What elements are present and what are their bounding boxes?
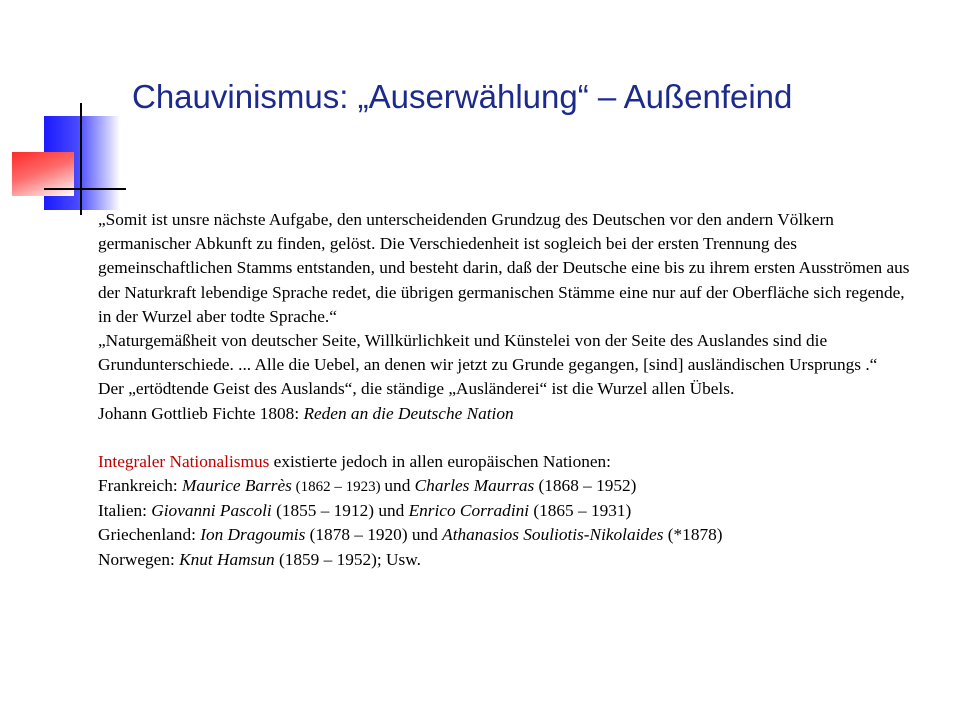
horizontal-rule (44, 188, 126, 190)
country-greece (98, 523, 918, 547)
country-label: Norwegen: (98, 549, 180, 569)
title-main: Chauvinismus: „Auserwählung“ (132, 78, 589, 115)
country-label: Italien: (98, 501, 152, 521)
title-tail: Außenfeind (623, 78, 793, 115)
source-line (98, 402, 918, 426)
person-years: (1878 – 1920) (305, 525, 412, 545)
person-years: (1859 – 1952); Usw. (274, 549, 421, 569)
quote-1: „Somit ist unsre nächste Aufgabe, den unterscheidenden Grundzug des Deutschen vor den andern Völkern germanischer Abkunft zu finden, gelöst. Die Verschiedenheit ist sogleich bei der ersten Trennung des gemeinschaftlichen Stamms entstanden, und besteht darin, daß der Deutsche eine bis zu ihrem ersten Ausströmen aus der Naturkraft lebendige Sprache redet, die übrigen germanischen Stämme eine nur auf der Oberfläche sich regende, in der Wurzel aber todte Sprache.“ (98, 210, 910, 326)
quote-2: „Naturgemäßheit von deutscher Seite, Willkürlichkeit und Künstelei von der Seite des Auslandes sind die Grundunterschiede. ... Alle die Uebel, an denen wir jetzt zu Grunde gegangen, [sind] ausländischen Ursprungs .“ (98, 331, 878, 375)
person-years: (1868 – 1952) (534, 476, 637, 496)
country-norway (98, 548, 918, 572)
person-name: Charles Maurras (414, 476, 535, 496)
corner-decoration (0, 0, 140, 220)
title-dash: – (597, 78, 617, 115)
person-name: Giovanni Pascoli (151, 501, 272, 521)
person-name: Ion Dragoumis (200, 525, 306, 545)
quote-3: Der „ertödtende Geist des Auslands“, die ständige „Ausländerei“ ist die Wurzel allen Übels. (98, 379, 735, 399)
person-years: (*1878) (663, 525, 723, 545)
integral-term: Integraler Nationalismus (98, 451, 270, 471)
person-name: Maurice Barrès (181, 476, 292, 496)
conjunction: und (384, 476, 415, 496)
person-name: Knut Hamsun (179, 549, 275, 569)
person-years: (1862 – 1923) (291, 479, 385, 496)
country-label: Frankreich: (98, 476, 182, 496)
source-author: Johann Gottlieb Fichte 1808: (98, 403, 304, 423)
person-name: Athanasios Souliotis-Nikolaides (442, 525, 664, 545)
paragraph-gap (98, 426, 918, 450)
country-france (98, 474, 918, 499)
country-italy (98, 499, 918, 523)
slide-title (132, 78, 792, 116)
person-years: (1855 – 1912) (271, 501, 379, 521)
country-label: Griechenland: (98, 525, 201, 545)
person-name: Enrico Corradini (408, 501, 530, 521)
person-years: (1865 – 1931) (529, 501, 632, 521)
source-work: Reden an die Deutsche Nation (303, 403, 514, 423)
vertical-rule (80, 103, 82, 215)
conjunction: und (378, 501, 409, 521)
integral-line (98, 450, 918, 474)
integral-rest: existierte jedoch in allen europäischen Nationen: (269, 451, 611, 471)
slide-body (98, 208, 918, 572)
conjunction: und (411, 525, 443, 545)
